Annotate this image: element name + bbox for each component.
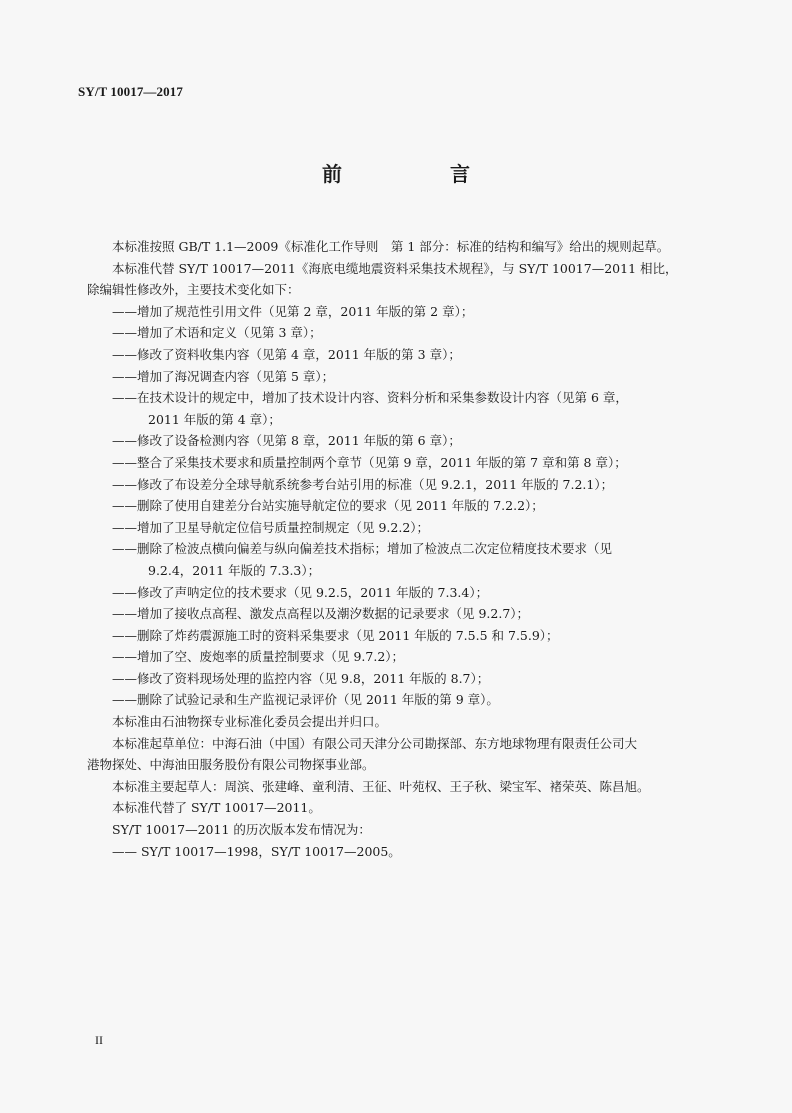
replacement-paragraph-continued: 除编辑性修改外，主要技术变化如下： bbox=[87, 282, 300, 298]
change-item: ——删除了试验记录和生产监视记录评价（见 2011 年版的第 9 章）。 bbox=[112, 692, 499, 708]
page-title bbox=[0, 158, 792, 187]
change-item: ——增加了接收点高程、激发点高程以及潮汐数据的记录要求（见 9.2.7）； bbox=[112, 606, 530, 622]
change-item: ——修改了声呐定位的技术要求（见 9.2.5，2011 年版的 7.3.4）； bbox=[112, 584, 489, 600]
drafting-rule-paragraph: 本标准按照 GB/T 1.1—2009《标准化工作导则 第 1 部分：标准的结构和编写》给出的规则起草。 bbox=[112, 239, 670, 254]
page-title-text: 前 言 bbox=[322, 162, 514, 186]
change-item: ——修改了设备检测内容（见第 8 章，2011 年版的第 6 章）； bbox=[112, 433, 461, 449]
change-item-continued: 9.2.4，2011 年版的 7.3.3）； bbox=[148, 562, 321, 578]
drafting-units-paragraph-continued: 港物探处、中海油田服务股份有限公司物探事业部。 bbox=[87, 757, 375, 773]
change-item: ——删除了使用自建差分台站实施导航定位的要求（见 2011 年版的 7.2.2）； bbox=[112, 498, 544, 514]
history-item: —— SY/T 10017—1998，SY/T 10017—2005。 bbox=[112, 843, 401, 859]
change-item: ——增加了空、废炮率的质量控制要求（见 9.7.2）； bbox=[112, 649, 405, 665]
change-item: ——增加了卫星导航定位信号质量控制规定（见 9.2.2）； bbox=[112, 519, 430, 535]
change-item: ——增加了海况调查内容（见第 5 章）； bbox=[112, 368, 335, 384]
change-item: ——增加了规范性引用文件（见第 2 章，2011 年版的第 2 章）； bbox=[112, 303, 474, 319]
change-item: ——删除了炸药震源施工时的资料采集要求（见 2011 年版的 7.5.5 和 7.5.9）； bbox=[112, 627, 559, 643]
drafting-units-paragraph: 本标准起草单位：中海石油（中国）有限公司天津分公司勘探部、东方地球物理有限责任公司大 bbox=[112, 735, 638, 751]
change-item: ——删除了检波点横向偏差与纵向偏差技术指标；增加了检波点二次定位精度技术要求（见 bbox=[112, 541, 613, 557]
document-code-header: SY/T 10017—2017 bbox=[78, 84, 183, 99]
committee-paragraph: 本标准由石油物探专业标准化委员会提出并归口。 bbox=[112, 714, 388, 730]
change-item: ——修改了布设差分全球导航系统参考台站引用的标准（见 9.2.1，2011 年版的 7.2.1）； bbox=[112, 476, 614, 492]
change-item: ——增加了术语和定义（见第 3 章）； bbox=[112, 325, 322, 341]
change-item: ——在技术设计的规定中，增加了技术设计内容、资料分析和采集参数设计内容（见第 6 章， bbox=[112, 390, 628, 406]
change-item: ——修改了资料收集内容（见第 4 章，2011 年版的第 3 章）； bbox=[112, 346, 461, 362]
change-item-continued: 2011 年版的第 4 章）； bbox=[148, 411, 281, 427]
document-body bbox=[87, 236, 713, 862]
replacement-paragraph: 本标准代替 SY/T 10017—2011《海底电缆地震资料采集技术规程》，与 SY/T 10017—2011 相比， bbox=[112, 260, 678, 276]
supersedes-paragraph: 本标准代替了 SY/T 10017—2011。 bbox=[112, 800, 321, 816]
history-paragraph: SY/T 10017—2011 的历次版本发布情况为： bbox=[112, 822, 371, 838]
page-number: II bbox=[95, 1033, 103, 1047]
change-item: ——修改了资料现场处理的监控内容（见 9.8，2011 年版的 8.7）； bbox=[112, 670, 490, 686]
change-item: ——整合了采集技术要求和质量控制两个章节（见第 9 章，2011 年版的第 7 章和第 8 章）； bbox=[112, 454, 627, 470]
drafters-paragraph: 本标准主要起草人：周滨、张建峰、童利清、王征、叶苑权、王子秋、梁宝军、褚荣英、陈昌旭。 bbox=[112, 778, 650, 794]
